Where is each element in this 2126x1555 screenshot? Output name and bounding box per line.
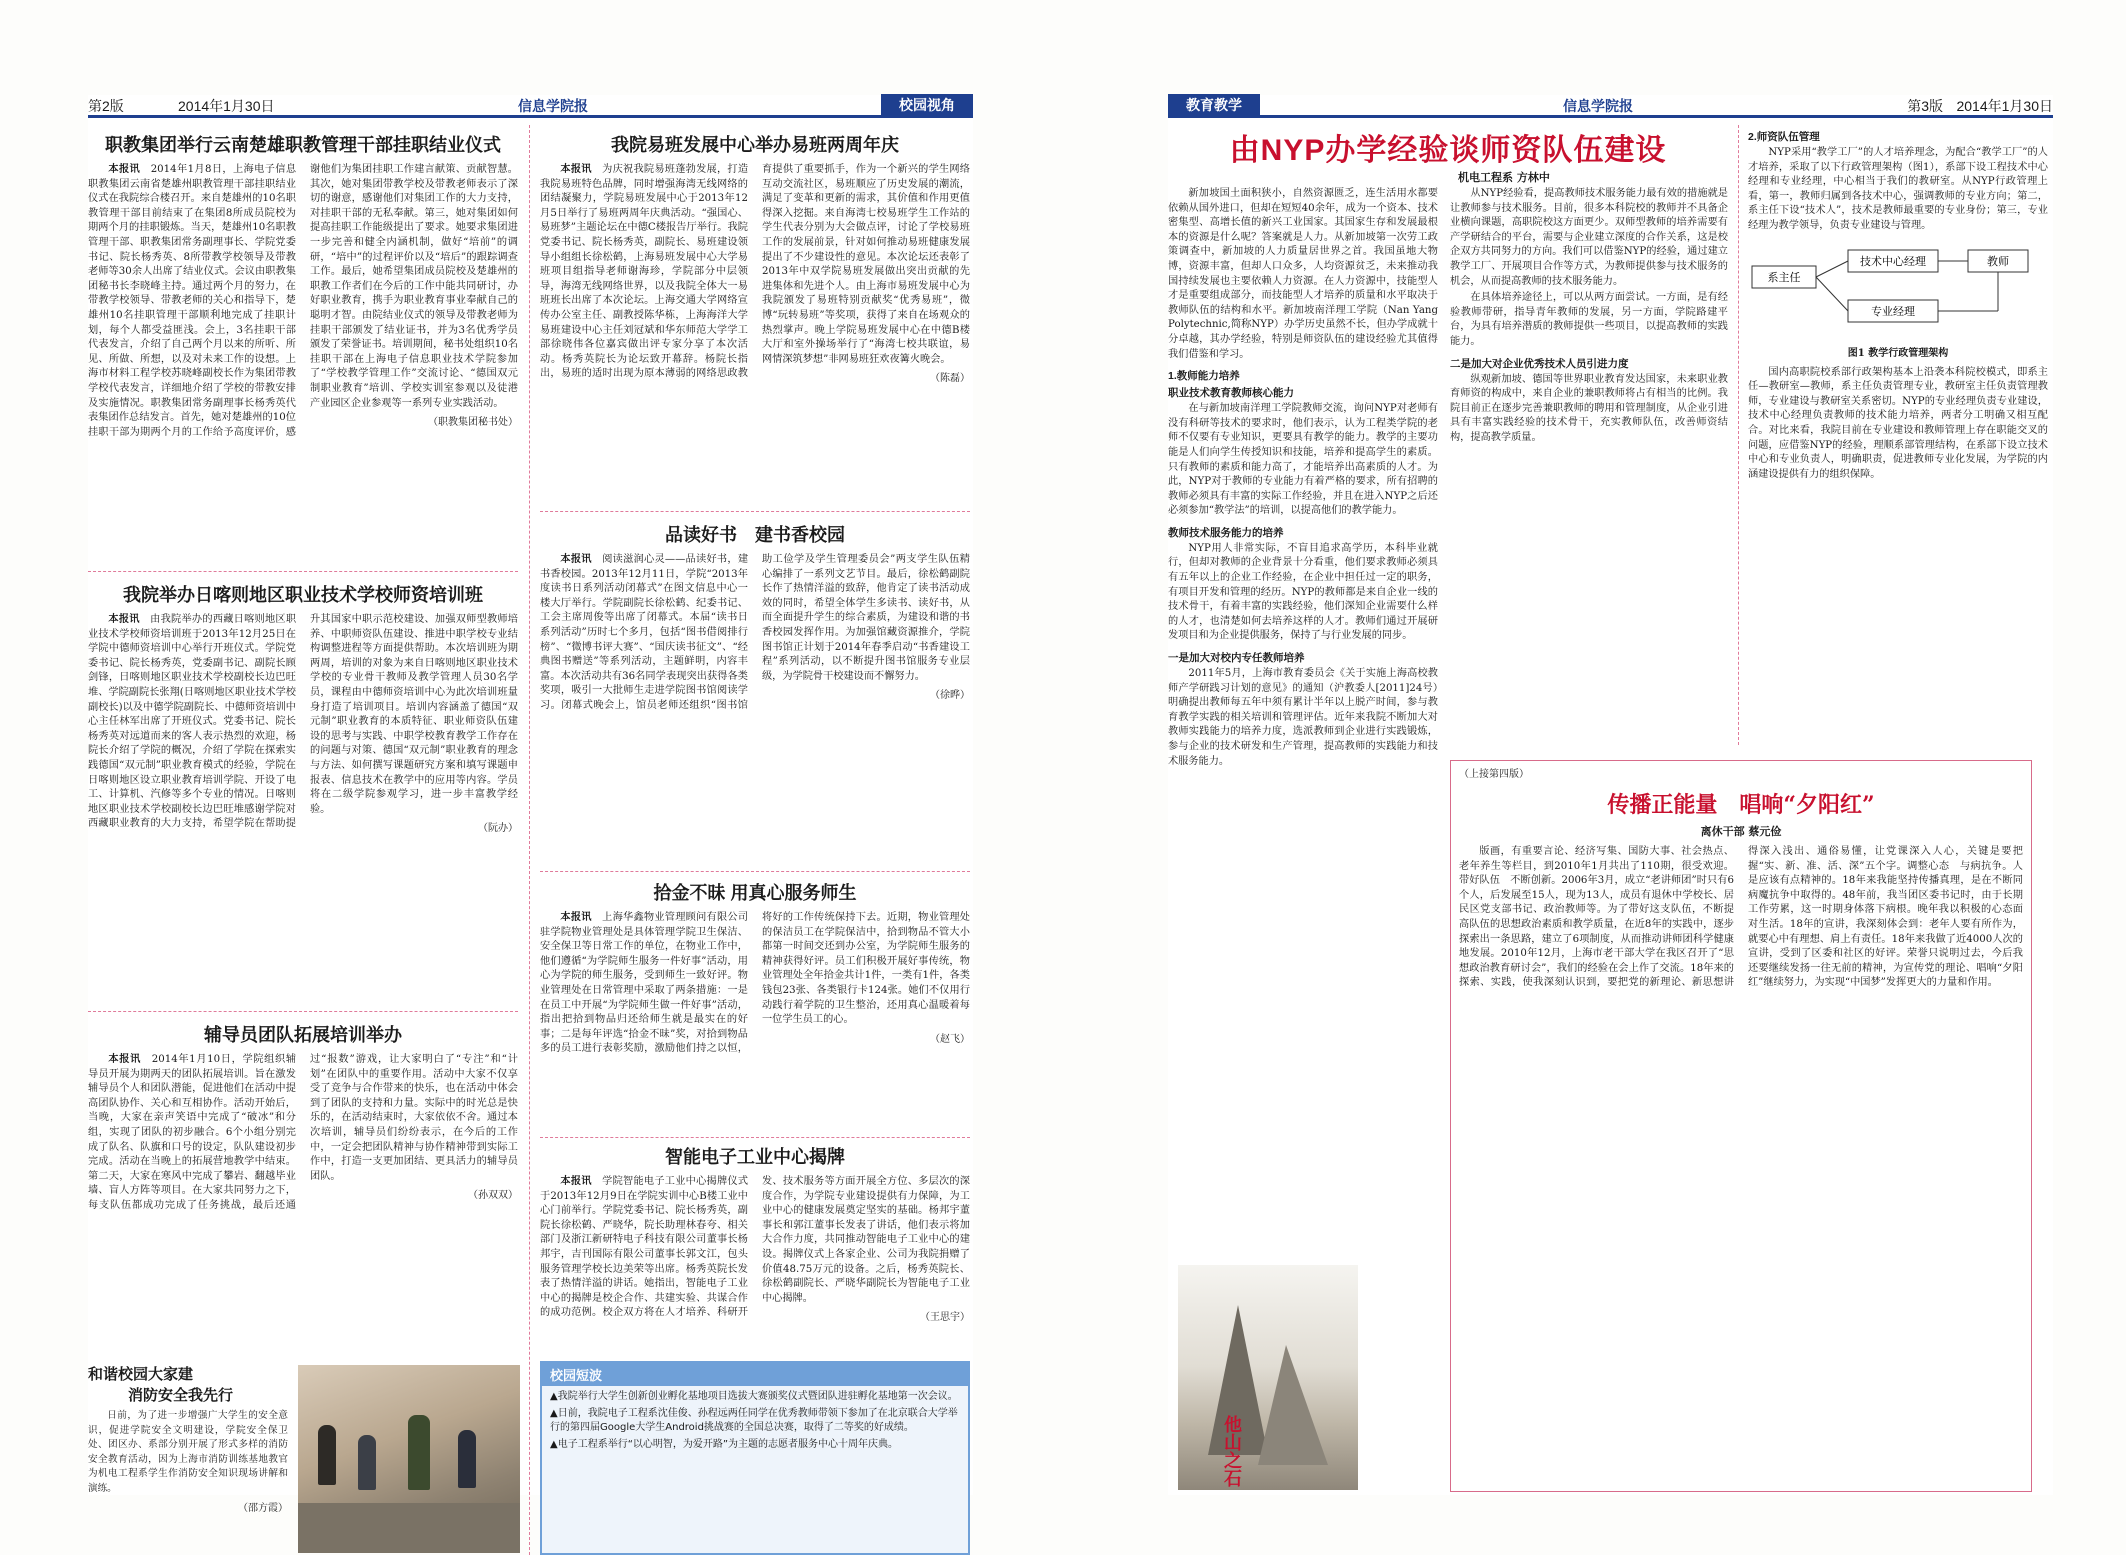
- divider: [88, 571, 518, 572]
- section-tag: 教育教学: [1168, 94, 1260, 116]
- byline: （孙双双）: [468, 1190, 518, 1202]
- left-page-header: [88, 95, 973, 118]
- byline: （阮办）: [478, 823, 518, 835]
- subheading: 1.教师能力培养: [1168, 370, 1240, 383]
- figure-caption: 图1 教学行政管理架构: [1847, 347, 1949, 359]
- right-page: [1168, 95, 2053, 1495]
- article-body: 本报讯 由我院举办的西藏日喀则地区职业技术学校师资培训班于2013年12月25日在学院中德师资培训中心举行开班仪式。学院党委书记、院长杨秀英，党委副书记、副院长顾剑锋，日喀则地区职业技术学校副校长边巴旺堆、学院副院长张翔(日喀则地区职业技术学校副校长)以及中德学院副院长、中德师资培训中心主任林军出席了开班仪式。党委书记、院长杨秀英对远道而来的客人表示热烈的欢迎，杨院长介绍了学院的概况，介绍了学院在探索实践德国“双元制”职业教育模式的经验，学院在日喀则地区设立职业教育培训学院、开设了电工、计算机、汽修等多个专业的情况。日喀则地区职业技术学校副校长边巴旺堆感谢学院对西藏职业教育的大力支持，希望学院在帮助提升其国家中职示范校建设、加强双师型教师培养、中职师资队伍建设、推进中职学校专业结构调整进程等方面提供帮助。本次培训班为期两周，培训的对象为来自日喀则地区职业技术学校的专业骨干教师及教学管理人员30名学员，课程由中德师资培训中心为此次培训班量身打造了培训项目。培训内容涵盖了德国“双元制”职业教育的本质特征、职业师资队伍建设的思考与实践、中职学校教育教学工作存在的问题与对策、德国“双元制”职业教育的理念与方法、如何撰写课题研究方案和填写课题申报表、信息技术在教学中的应用等内容。学员将在二级学院参观学习，进一步丰富教学经验。: [88, 614, 518, 830]
- box-byline: 离休干部 蔡元俭: [1700, 825, 1782, 838]
- divider: [540, 511, 970, 512]
- paragraph: 国内高职院校系部行政架构基本上沿袭本科院校模式，即系主任—教研室—教师，系主任负责管理专业，教研室主任负责管理教师，专业建设与教研室关系密切。NYP的专业经理负责专业建设，技术中心经理负责教师的技术能力培养，两者分工明确又相互配合。对比来看，我院目前在专业建设和教师管理上存在职能交叉的问题，应借鉴NYP的经验，理顺系部管理结构，在系部下设立技术中心和专业负责人，明确职责，促进教师专业化发展，为学院的内涵建设提供有力的组织保障。: [1748, 366, 2048, 480]
- headline: 辅导员团队拓展培训举办: [204, 1025, 402, 1045]
- right-page-header: [1168, 95, 2053, 118]
- byline: （邵方霞）: [238, 1502, 288, 1514]
- byline: （赵飞）: [930, 1033, 970, 1045]
- node-teacher: 教师: [1987, 254, 2009, 268]
- main-byline: 机电工程系 方林中: [1458, 171, 1550, 184]
- article-body: 本报讯 2014年1月8日，上海电子信息职教集团云南省楚雄州职教管理干部挂职结业仪式在我院综合楼召开。来自楚雄州的10名职教管理干部目前结束了在集团8所成员院校为期两个月的挂职锻炼。当天，楚雄州10名职教管理干部、职教集团常务副理事长、学院党委书记、院长杨秀英、8所带教学校领导及带教老师等30余人出席了结业仪式。会议由职教集团秘书长李晓峰主持。通过两个月的努力，在带教学校领导、带教老师的关心和指导下，楚雄州10名挂职管理干部顺利地完成了挂职计划，每个人都受益匪浅。会上，3名挂职干部代表发言，介绍了自己两个月以来的所听、所见、所做、所想，以及对未来工作的设想。上海市材料工程学校苏晓峰副校长作为集团带教学校代表发言，详细地介绍了学校的带教安排及实施情况。职教集团常务副理事长杨秀英代表集团作总结发言。首先，她对楚雄州的10位挂职干部为期两个月的工作给予高度评价，感谢他们为集团挂职工作建言献策、贡献智慧。其次，她对集团带教学校及带教老师表示了深切的谢意，感谢他们对集团工作的大力支持，对挂职干部的无私奉献。第三，她对集团如何提高挂职工作能级提出了要求。她要求集团进一步完善和健全内涵机制，做好“培前”的调研，“培中”的过程评价以及“培后”的跟踪调查工作。最后，她希望集团成员院校及楚雄州的职教工作者们在今后的工作中能共同研讨，办好职业教育，携手为职业教育事业奉献自己的聪明才智。由院结业仪式的领导及带教老师为挂职干部颁发了结业证书，并为3名优秀学员颁发了荣誉证书。培训期间，秘书处组织10名挂职干部在上海电子信息职业技术学院参加了“学校教学管理工作”交流讨论、“德国双元制职业教育”培训、学校实训室参观以及徒港产业园区企业参观等一系列专业实践活动。: [88, 164, 518, 438]
- article-body: 日前，为了进一步增强广大学生的安全意识，促进学院安全文明建设，学院安全保卫处、团区办、系部分别开展了形式多样的消防安全教育活动，因为上海市消防训练基地教官为机电工程系学生作消防安全知识现场讲解和演练。: [88, 1410, 288, 1494]
- article-body: 本报讯 2014年1月10日，学院组织辅导员开展为期两天的团队拓展培训。旨在激发辅导员个人和团队潜能，促进他们在活动中提高团队协作、关心和互相协作。活动开始后，当晚，大家在亲声笑语中完成了“破冰”和分组，实现了团队的初步融合。6个小组分别完成了队名、队旗和口号的设定，队队建设初步完成。活动在当晚上的拓展营地教学中结束。第二天，大家在寒风中完成了攀岩、翻越毕业墙、盲人方阵等项目。在大家共同努力之下，每支队伍都成功完成了任务挑战，最后还通过“报数”游戏，让大家明白了“专注”和“计划”在团队中的重要作用。活动中大家不仅享受了竞争与合作带来的快乐，也在活动中体会到了团队的支持和力量。实际中的时光总是快乐的，在活动结束时，大家依依不舍。通过本次培训，辅导员们纷纷表示，在今后的工作中，一定会把团队精神与协作精神带到实际工作中，打造一支更加团结、更具活力的辅导员团队。: [88, 1054, 518, 1211]
- sunset-red-article: [1450, 760, 2032, 1492]
- subheading: 二是加大对企业优秀技术人员引进力度: [1450, 357, 1629, 370]
- org-chart-figure: [1748, 240, 2048, 360]
- headline: 我院举办日喀则地区职业技术学校师资培训班: [123, 585, 483, 605]
- column-divider: [1738, 125, 1739, 745]
- paragraph: 纵观新加坡、德国等世界职业教育发达国家，未来职业教育师资的构成中，来自企业的兼职教师将占有相当的比例。我院目前正在逐步完善兼职教师的聘用和管理制度，从企业引进具有丰富实践经验的技术骨干，充实教师队伍，改善师资结构，提高教学质量。: [1450, 373, 1728, 443]
- main-headline: 由NYP办学经验谈师资队伍建设: [1229, 134, 1667, 167]
- section-tag: 校园视角: [881, 94, 973, 116]
- box-title: 校园短波: [542, 1363, 968, 1386]
- paragraph: 在具体培养途径上，可以从两方面尝试。一方面，是有经验教师带研，指导青年教师的发展，另一方面，学院路建平台，为具有培养潜质的教师提供一些项目，以提高教师的实践能力。: [1450, 292, 1728, 347]
- paper-name: 信息学院报: [518, 98, 588, 114]
- divider: [540, 871, 970, 872]
- issue-date: 2014年1月30日: [1956, 98, 2053, 114]
- box-headline: 传播正能量 唱响“夕阳红”: [1607, 792, 1875, 818]
- landscape-painting: [1178, 1265, 1358, 1490]
- main-article-col3: [1748, 123, 2048, 753]
- node-tech-center-manager: 技术中心经理: [1860, 254, 1926, 268]
- node-dean: 系主任: [1767, 270, 1801, 284]
- paragraph: 2011年5月，上海市教育委员会《关于实施上海高校教师产学研践习计划的意见》的通知（沪教委人[2011]24号）明确提出教师每五年中须有累计半年以上脱产时间，参与教育教学实践的相关培训和管理评估。近年来我院不断加大对教师实践能力的培养力度，选派教师到企业进行实践锻炼，参与企业的技术研发和生产管理，提高教师的实践能力和技术服务能力。: [1168, 668, 1438, 767]
- news-item: ▲我院举行大学生创新创业孵化基地项目选拔大赛颁奖仪式暨团队进驻孵化基地第一次会议。: [550, 1391, 958, 1402]
- article-body: 本报讯 阅读滋润心灵——品读好书，建书香校园。2013年12月11日，学院“2013年度读书日系列活动闭幕式”在图文信息中心一楼大厅举行。学院副院长徐松鹤、纪委书记、工会主席周俊等出席了闭幕式。本届“读书日系列活动”历时七个多月，包括“图书借阅排行榜”、“微博书评大赛”、“国庆读书征文”、“经典图书赠送”等系列活动，主题鲜明，内容丰富。本次活动共有36名同学表现突出获得各类奖项，吸引一大批师生走进学院图书馆阅读学习。闭幕式晚会上，馆员老师还组织“图书馆助工俭学及学生管理委员会”两支学生队伍精心编排了一系列文艺节目。最后，徐松鹤副院长作了热情洋溢的致辞，他肯定了读书活动成效的同时，希望全体学生多读书、读好书，从而全面提升学生的综合素质，为建设和谐的书香校园发挥作用。为加强馆藏资源推介，学院图书馆正计划于2014年春季启动“书香建设工程”系列活动，以不断提升图书馆服务专业层级，为学院骨干校建设而不懈努力。: [540, 554, 970, 711]
- byline: （徐晔）: [930, 690, 970, 702]
- headline: 品读好书 建书香校园: [665, 525, 845, 545]
- article-body: 本报讯 为庆祝我院易班蓬勃发展，打造我院易班特色品牌，同时增强海湾无线网络的团结凝聚力，学院易班发展中心于2013年12月5日举行了易班两周年庆典活动。“强国心、易班梦”主题论坛在中德C楼报告厅举行。我院党委书记、院长杨秀英，副院长、易班建设领导小组组长徐松鹤，上海易班发展中心大学易班项目组指导老师谢海珍，学院部分中层领导，海湾无线网络世界，以及我院全体大一易班班长出席了本次论坛。上海交通大学网络宣传办公室主任、副教授陈华栋，上海海洋大学易班建设中心主任刘冠斌和华东师范大学学工部徐晓伟各位嘉宾做出评专家分享了本次活动。杨秀英院长为论坛致开幕辞。杨院长指出，易班的适时出现为原本薄弱的网络思政教育提供了重要抓手，作为一个新兴的学生网络互动交流社区，易班顺应了历史发展的潮流，满足了变革和更新的需求，其价值和作用更值得深入挖掘。来自海湾七校易班学生工作站的学生代表分别为大会做点评，讨论了学校易班工作的发展前景，针对如何推动易班健康发展提出了不少建设性的意见。本次论坛还表彰了2013年中双学院易班发展做出突出贡献的先进集体和先进个人。由上海市易班发展中心为我院颁发了易班特别贡献奖“优秀易班”，微博“玩转易班”等奖项，获得了来自在场观众的热烈掌声。晚上学院易班发展中心在中德B楼大厅和室外操场举行了“海湾七校共联谊，易网情深筑梦想”非网易班狂欢夜篝火晚会。: [540, 164, 970, 380]
- paragraph: 从NYP经验看，提高教师技术服务能力最有效的措施就是让教师参与技术服务。目前，很多本科院校的教师并不具备企业横向课题，高职院校这方面更少。双师型教师的培养需要有产学研结合的平台，需要与企业建立深度的合作关系，这是校企双方共同努力的方向。我们可以借鉴NYP的经验，通过建立教学工厂、开展项目合作等方式，为教师提供参与技术服务的机会，从而提高教师的技术服务能力。: [1450, 188, 1728, 287]
- article-reading-campus: [540, 515, 970, 855]
- divider: [88, 1011, 518, 1012]
- article-electronics-center: [540, 1137, 970, 1349]
- news-item: ▲日前，我院电子工程系沈佳俊、孙程远两任同学在优秀教师带领下参加了在北京联合大学举行的第四届Google大学生Android挑战赛的全国总决赛，取得了二等奖的好成绩。: [550, 1408, 958, 1433]
- byline: （职教集团秘书处）: [428, 417, 518, 429]
- byline: （陈磊）: [930, 373, 970, 385]
- subheading: 2.师资队伍管理: [1748, 131, 1820, 143]
- painting-caption: 他山之石: [1221, 1415, 1242, 1487]
- issue-date: 2014年1月30日: [178, 98, 275, 114]
- page-number: 第3版: [1907, 98, 1943, 114]
- news-item: ▲电子工程系举行“以心明智，为爱开路”为主题的志愿者服务中心十周年庆典。: [550, 1439, 899, 1450]
- headline: 和谐校园大家建: [88, 1366, 194, 1383]
- node-program-manager: 专业经理: [1871, 304, 1915, 318]
- subheading: 教师技术服务能力的培养: [1168, 526, 1284, 539]
- box-body: 版画，有重要言论、经济写集、国防大事、社会热点、老年养生等栏目，到2010年1月共出了110期，很受欢迎。带好队伍 不断创新。2006年3月，成立“老讲师团”时只有6个人，后发展至15人，现为13人，成员有退休中学校长、居民区党支部书记、政治教师等。为了带好这支队伍，不断提高队伍的思想政治素质和教学质量，在近8年的实践中，逐步探索出一条思路，建立了6项制度，从而推动讲师团科学健康地发展。2010年12月，上海市老干部大学在我区召开了“思想政治教育研讨会”，我们的经验在会上作了交流。18年来的探索、实践，使我深刻认识到，要把党的新理论、新思想讲得深入浅出、通俗易懂，让党课深入人心，关键是要把握“实、新、准、活、深”五个字。调整心态 与病抗争。人是应该有点精神的。18年来我能坚持传播真理，是在不断同病魔抗争中取得的。48年前，我当团区委书记时，由于长期工作劳累，这一时期身体落下病根。晚年我以积极的心态面对生活。18年的宣讲，我深刻体会到：老年人要有所作为，就要心中有理想、肩上有责任。18年来我做了近4000人次的宣讲，受到了区委和社区的好评。荣誉只说明过去，今后我还要继续发扬一往无前的精神，为宣传党的理论、唱响“夕阳红”继续努力，为实现“中国梦”发挥更大的力量和作用。: [1459, 846, 2023, 989]
- paragraph: 在与新加坡南洋理工学院教师交流，询问NYP对老师有没有科研等技术的要求时，他们表示，认为工程类学院的老师不仅要有专业知识，更要具有教学的能力。教学的主要功能是人们向学生传授知识和技能，培养和提高学生的素质。只有教师的素质和能力高了，才能培养出高素质的人才。为此，NYP对于教师的专业能力有着严格的要求，所有招聘的教师必须具有丰富的实际工作经验，并且在进入NYP之后还必须参加“教学法”的培训，以提高他们的教学能力。: [1168, 403, 1438, 517]
- left-page: [88, 95, 973, 1514]
- subheading: 职业技术教育教师核心能力: [1168, 387, 1294, 400]
- headline: 智能电子工业中心揭牌: [665, 1147, 845, 1167]
- subheadline: 消防安全我先行: [128, 1387, 234, 1404]
- paper-name: 信息学院报: [1563, 98, 1633, 114]
- headline: 我院易班发展中心举办易班两周年庆: [611, 135, 899, 155]
- org-chart: [1748, 240, 2048, 340]
- paragraph: 新加坡国土面积狭小，自然资源匮乏，连生活用水都要依赖从国外进口，但却在短短40余年，成为一个资本、技术密集型、高增长值的新兴工业国家。其国家生存和发展最根本的资源是什么呢？答案就是人力。从新加坡第一次劳工政策调查中，新加坡的人力质量居世界之首。我国虽地大物博，资源丰富，但却人口众多，人均资源贫乏，未来推动我国持续发展也主要依赖人力资源。在人力资源中，技能型人才是重要组成部分，而技能型人才培养的质量和水平取决于教师队伍的结构和水平。新加坡南洋理工学院（Nan Yang Polytechnic,简称NYP）办学历史虽然不长，但办学成就十分卓越，其办学经验，特别是师资队伍的建设经验尤其值得我们借鉴和学习。: [1168, 188, 1438, 360]
- headline: 职教集团举行云南楚雄职教管理干部挂职结业仪式: [105, 135, 501, 155]
- headline: 拾金不昧 用真心服务师生: [653, 883, 857, 903]
- campus-news-box: [540, 1361, 970, 1555]
- byline: （王思宇）: [920, 1312, 970, 1324]
- article-body: 本报讯 学院智能电子工业中心揭牌仪式于2013年12月9日在学院实训中心B楼工业中心门前举行。学院党委书记、院长杨秀英，副院长徐松鹤、严晓华，院长助理林春夸、相关部门及浙江新研特电子科技有限公司董事长杨邦宇，吉刊国际有限公司董事长郭文江，包头服务管理学校长边美荣等出席。杨秀英院长发表了热情洋溢的讲话。她指出，智能电子工业中心的揭牌是校企合作、共建实验、共谋合作的成功范例。校企双方将在人才培养、科研开发、技术服务等方面开展全方位、多层次的深度合作，为学院专业建设提供有力保障，为工业中心的健康发展奠定坚实的基础。杨邦宇董事长和郭江董事长发表了讲话，他们表示将加大合作力度，共同推动智能电子工业中心的建设。揭牌仪式上各家企业、公司为我院捐赠了价值48.75万元的设备。之后，杨秀英院长、徐松鹤副院长、严晓华副院长为智能电子工业中心揭牌。: [540, 1176, 970, 1319]
- page-number: 第2版: [88, 98, 124, 114]
- fire-drill-photo: [298, 1365, 520, 1553]
- article-body: 本报讯 上海华鑫物业管理顾问有限公司驻学院物业管理处是具体管理学院卫生保洁、安全保卫等日常工作的单位，在物业工作中，他们遵循“为学院师生服务一件好事”活动，用心为学院的师生服务，受到师生一致好评。物业管理处在日常管理中采取了两条措施：一是在员工中开展“为学院师生做一件好事”活动，指出把拾到物品归还给师生就是最实在的好事；二是每年评选“拾金不昧”奖，对拾到物品多的员工进行表彰奖励，激励他们持之以恒，将好的工作传统保持下去。近期，物业管理处的保洁员工在学院保洁中，拾到物品不管大小都第一时间交还到办公室，为学院师生服务的精神获得好评。员工们积极开展好事传统，物业管理处全年拾金共计1件，一类有1件，各类钱包23张、各类银行卡124张。她们不仅用行动践行着学院的卫生整治，还用真心温暖着每一位学生员工的心。: [540, 912, 970, 1055]
- article-counselor-training: [88, 1015, 518, 1355]
- paragraph: NYP用人非常实际，不盲目追求高学历，本科毕业就行，但却对教师的企业背景十分看重，他们要求教师必须具有五年以上的企业工作经验，在企业中担任过一定的职务，有项目开发和管理的经历。NYP的教师都是来自企业一线的技术骨干，有着丰富的实践经验，他们深知企业需要什么样的人才，也清楚如何去培养这样的人才。教师们通过开展研发项目和为企业提供服务，保持了与行业发展的同步。: [1168, 542, 1438, 642]
- paragraph: NYP采用“教学工厂”的人才培养理念，为配合“教学工厂”的人才培养，采取了以下行政管理架构（图1），系部下设工程技术中心经理和专业经理，中心相当于我们的教研室。从NYP行政管理上看，第一，教师归属到各技术中心，强调教师的专业方向；第二，系主任下设“技术人”，技术是教师最重要的专业身份；第三，专业经理为教学领导，负责专业建设与管理。: [1748, 147, 2048, 231]
- continued-tag: （上接第四版）: [1459, 769, 1529, 780]
- article-yiban-anniversary: [540, 125, 970, 495]
- column-divider: [529, 125, 530, 1555]
- article-xigaze-training: [88, 575, 518, 995]
- article-executive-training: [88, 125, 518, 555]
- subheading: 一是加大对校内专任教师培养: [1168, 652, 1305, 665]
- article-lost-and-found: [540, 873, 970, 1123]
- main-article-col2: [1450, 187, 1728, 747]
- article-fire-safety: [88, 1363, 288, 1553]
